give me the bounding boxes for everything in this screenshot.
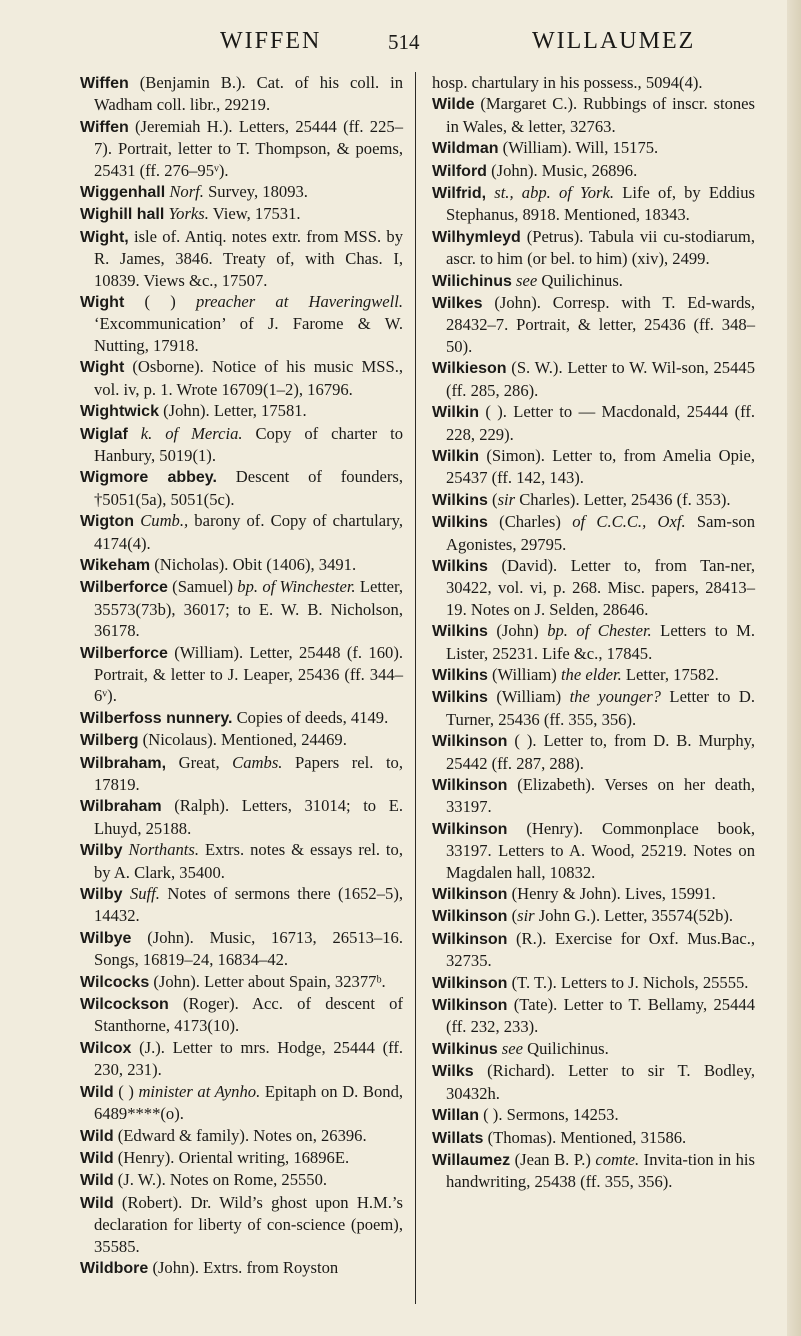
entry-heading: Wilkinson [432,908,508,926]
entry-heading: Wilkinson [432,777,508,794]
entry-text: (John). Letter about Spain, 32377ᵇ. [149,971,386,991]
index-entry [80,181,403,203]
entry-text: (William). Will, 15175. [498,138,659,158]
entry-text: View, 17531. [208,204,301,224]
entry-text: (John) [487,621,548,641]
index-entry [432,511,755,555]
entry-text: Charles). Letter, 25436 (f. 353). [515,489,731,509]
entry-heading: Wightwick [80,403,159,421]
entry-text: (William). Letter, 25448 (f. 160). Portrait, & letter to J. Leaper, 25436 (ff. 344–6ᵛ). [94,642,403,706]
entry-text: (Edward & family). Notes on, 26396. [113,1125,367,1145]
index-entry [432,1104,755,1126]
entry-text: (Henry & John). Lives, 15991. [507,884,716,904]
entry-text: ( [507,906,518,926]
entry-text: st., abp. of York. [486,183,615,203]
entry-heading: Wilhymleyd [432,228,521,246]
index-entry [80,423,403,467]
entry-text: Cambs. [232,752,283,772]
index-entry [432,445,755,489]
entry-text: ( ). Letter to, from D. B. Murphy, 25442 (ff. 287, 288). [446,731,755,773]
entry-text: the elder. [560,664,622,684]
entry-text: (Henry). Oriental writing, 16896E. [113,1147,350,1167]
entry-text: k. of Mercia. [127,423,243,443]
entry-text: ( ) [113,1081,139,1101]
entry-heading: Wight [80,359,125,377]
entry-text: Quilichinus. [522,1038,609,1058]
running-header [0,28,801,68]
entry-heading: Willaumez [432,1151,511,1169]
entry-text: bp. of Chester. [547,621,652,641]
entry-heading: Wilkieson [432,360,507,378]
index-entry [432,1127,755,1149]
entry-heading: Wilfrid, [432,185,487,203]
index-entry [432,883,755,905]
entry-heading: Wilkinson [432,930,508,948]
entry-heading: Wilkins [432,491,488,509]
entry-text: Letter, 35573(73b), 36017; to E. W. B. Nicholson, 36178. [94,577,403,641]
index-entry [80,1169,403,1191]
entry-heading: Wildman [432,140,499,158]
index-entry [80,291,403,356]
entry-text: (John). Corresp. with T. Ed-wards, 28432–7. Portrait, & letter, 25436 (ff. 348–50). [446,293,755,356]
entry-text: sir [497,489,516,509]
entry-text: (Henry). Commonplace book, 33197. Letters to A. Wood, 25219. Notes on Magdalen hall, 10832. [446,818,755,882]
entry-text: barony of. Copy of chartulary, 4174(4). [94,511,404,553]
entry-text: bp. of Winchester. [237,577,356,597]
index-entry [80,576,403,641]
entry-heading: Wild [80,1194,114,1212]
entry-text: see [511,270,538,290]
index-entry [432,160,755,182]
entry-heading: Wilberforce [80,644,168,662]
entry-text: Copy of charter to Hanbury, 5019(1). [94,423,403,465]
entry-text: Northants. [122,840,200,860]
entry-heading: Wild [80,1172,114,1190]
entry-heading: Wilkins [432,514,488,532]
entry-text: (William) [487,664,561,684]
index-entry [80,993,403,1037]
entry-text: the younger? [569,687,661,707]
entry-text: (John). Music, 16713, 26513–16. Songs, 16819–24, 16834–42. [94,927,403,970]
index-entry [80,971,403,993]
entry-text: minister at Aynho. [138,1081,261,1101]
entry-text: (Osborne). Notice of his music MSS., vol. iv, p. 1. Wrote 16709(1–2), 16796. [94,357,403,399]
index-entry [432,93,755,137]
entry-text: (Petrus). Tabula vii cu-stodiarum, ascr. to him (or bel. to him) (xiv), 2499. [446,226,755,269]
entry-text: Notes of sermons there (1652–5), 14432. [94,884,403,926]
entry-heading: Willats [432,1129,484,1147]
index-entry [80,642,403,707]
entry-text: (Elizabeth). Verses on her death, 33197. [446,775,755,817]
entry-heading: Wild [80,1149,114,1167]
entry-text: (S. W.). Letter to W. Wil-son, 25445 (ff. 285, 286). [446,358,755,400]
index-entry [432,1060,755,1104]
entry-heading: Wight [80,294,125,312]
entry-heading: Wilbraham, [80,754,167,772]
index-entry [432,182,755,226]
index-entry [432,270,755,292]
entry-text: (John). Extrs. from Royston [148,1257,339,1277]
entry-heading: Wilkinson [432,997,508,1015]
index-entry [80,729,403,751]
entry-text: see [497,1038,523,1058]
index-entry [80,883,403,927]
entry-text: (John). Music, 26896. [486,160,638,180]
index-entry [432,620,755,664]
entry-text: Norf. [165,182,204,202]
index-entry [432,137,755,159]
index-entry [432,1149,755,1193]
entry-heading: Wiffen [80,75,129,92]
entry-text: Survey, 18093. [203,182,308,202]
entry-heading: Wildbore [80,1259,149,1277]
index-entry [432,994,755,1038]
entry-text: Cumb., [134,511,189,531]
entry-text: (Nicholas). Obit (1406), 3491. [150,554,357,574]
entry-heading: Willan [432,1107,479,1125]
entry-heading: Wilby [80,886,123,904]
entry-heading: Wilcox [80,1039,132,1057]
entry-heading: Wikeham [80,556,151,574]
index-entry [80,1147,403,1169]
entry-heading: Wilkinson [432,974,508,992]
index-entry [80,795,403,839]
index-entry [80,400,403,422]
index-entry [80,1125,403,1147]
index-entry [432,401,755,445]
index-entry [80,1081,403,1125]
index-entry [432,357,755,401]
index-entry [432,905,755,927]
entry-text: Papers rel. to, 17819. [94,752,403,794]
right-column [432,72,755,1193]
entry-heading: Wilkinson [432,820,508,838]
entry-heading: Wild [80,1127,114,1145]
entry-text: Yorks. [164,204,209,224]
entry-heading: Wilkins [432,666,488,684]
index-entry [432,489,755,511]
entry-text: (J. W.). Notes on Rome, 25550. [113,1170,328,1190]
entry-heading: Wilichinus [432,272,512,290]
index-entry [432,928,755,972]
entry-text: hosp. chartulary in his possess., 5094(4). [432,73,703,92]
entry-heading: Wilcocks [80,973,150,991]
entry-text: (John). Letter, 17581. [158,401,307,421]
entry-text: ( ). Sermons, 14253. [478,1105,619,1125]
entry-text: Letters to M. Lister, 25231. Life &c., 17845. [446,621,755,663]
index-entry [432,555,755,620]
index-entry [432,774,755,818]
entry-text: Sam-son Agonistes, 29795. [446,512,755,554]
index-entry [432,818,755,883]
index-entry [80,72,403,116]
left-column [80,72,403,1279]
entry-text: John G.). Letter, 35574(52b). [534,906,734,926]
entry-heading: Wilford [432,162,487,180]
entry-heading: Wilkin [432,447,479,465]
index-entry [80,927,403,971]
entry-text: Life of, by Eddius Stephanus, 8918. Mentioned, 18343. [446,183,755,225]
index-entry [80,203,403,225]
entry-heading: Wiglaf [80,425,128,443]
index-entry [432,292,755,357]
entry-text: ‘Excommunication’ of J. Farome & W. Nutting, 17918. [94,314,403,355]
entry-text: preacher at Haveringwell. [195,292,404,312]
entry-text: Epitaph on D. Bond, 6489****(o). [94,1081,404,1124]
entry-text: Great, [166,752,233,772]
entry-heading: Wilkinson [432,886,508,904]
entry-text: (R.). Exercise for Oxf. Mus.Bac., 32735. [446,928,755,971]
index-entry [432,1038,755,1060]
entry-heading: Wigton [80,513,135,531]
entry-text: (Robert). Dr. Wild’s ghost upon H.M.’s declaration for liberty of con-science (poem), 35585. [94,1192,403,1256]
entry-heading: Wilkins [432,557,488,575]
entry-text: Letter, 17582. [621,664,719,684]
index-entry [80,554,403,576]
entry-heading: Wiffen [80,118,129,136]
column-divider [415,72,416,1304]
entry-heading: Wilks [432,1063,474,1081]
page-edge [787,0,801,1336]
entry-text: (Simon). Letter to, from Amelia Opie, 25437 (ff. 142, 143). [446,445,755,488]
entry-text: Extrs. notes & essays rel. to, by A. Clark, 35400. [94,840,403,882]
entry-heading: Wild [80,1083,114,1101]
entry-heading: Wight, [80,228,129,246]
entry-heading: Wilkins [432,623,488,641]
entry-heading: Wilby [80,842,123,860]
index-entry [432,664,755,686]
index-entry [80,466,403,510]
entry-heading: Wilde [432,96,475,114]
entry-heading: Wilkins [432,689,488,707]
index-entry [432,730,755,774]
entry-text: (Ralph). Letters, 31014; to E. Lhuyd, 25188. [94,796,403,838]
index-entry [80,356,403,400]
entry-heading: Wighill hall [80,206,165,224]
index-entry [80,707,403,729]
index-entry [80,226,403,291]
entry-text: Quilichinus. [537,270,623,290]
entry-text: (Tate). Letter to T. Bellamy, 25444 (ff. 232, 233). [446,995,755,1037]
entry-text: ( [487,489,498,509]
entry-text: comte. [595,1149,640,1169]
entry-text: (Richard). Letter to sir T. Bodley, 30432h. [446,1061,755,1103]
entry-text: Letter to D. Turner, 25436 (ff. 355, 356). [446,687,755,729]
entry-text: (David). Letter to, from Tan-ner, 30422, vol. vi, p. 268. Misc. papers, 28413–19. Notes on J. Selden, 28646. [446,555,755,619]
index-entry [432,72,755,93]
index-entry [432,226,755,270]
entry-text: (Samuel) [167,577,238,597]
index-entry [80,1192,403,1257]
entry-text: (Jeremiah H.). Letters, 25444 (ff. 225–7). Portrait, letter to T. Thompson, & poems, 25431 (ff. 276–95ᵛ). [94,116,403,180]
entry-heading: Wilkinus [432,1040,498,1058]
entry-text: Suff. [122,884,160,904]
index-entry [80,1037,403,1081]
header-left-word: WIFFEN [220,28,322,54]
entry-text: sir [517,906,535,926]
header-right-word: WILLAUMEZ [532,28,696,54]
page-number: 514 [388,30,420,54]
entry-heading: Wilberfoss nunnery. [80,709,233,727]
entry-text: (Charles) [487,512,573,532]
entry-text: Invita-tion in his handwriting, 25438 (ff. 355, 356). [446,1149,755,1192]
entry-heading: Wiggenhall [80,184,166,202]
entry-text: (J.). Letter to mrs. Hodge, 25444 (ff. 230, 231). [94,1037,403,1080]
entry-text: Descent of founders, †5051(5a), 5051(5c). [94,467,403,509]
index-entry [432,686,755,730]
entry-text: (Margaret C.). Rubbings of inscr. stones in Wales, & letter, 32763. [446,94,755,136]
entry-text: (Benjamin B.). Cat. of his coll. in Wadham coll. libr., 29219. [94,73,403,115]
index-entry [80,752,403,796]
entry-heading: Wilbye [80,929,132,947]
entry-heading: Wilcockson [80,996,169,1014]
entry-heading: Wilkin [432,404,479,422]
entry-text: ( ). Letter to — Macdonald, 25444 (ff. 228, 229). [446,402,755,444]
index-entry [80,1257,403,1279]
index-entry [432,972,755,994]
entry-heading: Wilberg [80,732,139,750]
entry-heading: Wigmore abbey. [80,469,217,487]
entry-heading: Wilberforce [80,579,168,597]
entry-text: of C.C.C., Oxf. [572,512,686,532]
entry-heading: Wilkes [432,295,483,313]
entry-text: ( ) [124,292,196,312]
index-entry [80,510,403,554]
entry-text: (Roger). Acc. of descent of Stanthorne, 4173(10). [94,994,403,1036]
entry-text: isle of. Antiq. notes extr. from MSS. by R. James, 3846. Treaty of, with Chas. I, 10839. Views &c., 17507. [94,226,403,290]
entry-text: (Thomas). Mentioned, 31586. [483,1127,687,1147]
entry-text: (Jean B. P.) [510,1149,596,1169]
index-entry [80,116,403,181]
entry-heading: Wilkinson [432,733,508,751]
entry-text: Copies of deeds, 4149. [232,707,389,727]
entry-text: (Nicolaus). Mentioned, 24469. [138,730,347,750]
entry-text: (T. T.). Letters to J. Nichols, 25555. [507,972,749,992]
index-entry [80,839,403,883]
entry-heading: Wilbraham [80,798,162,816]
entry-text: (William) [487,687,570,707]
